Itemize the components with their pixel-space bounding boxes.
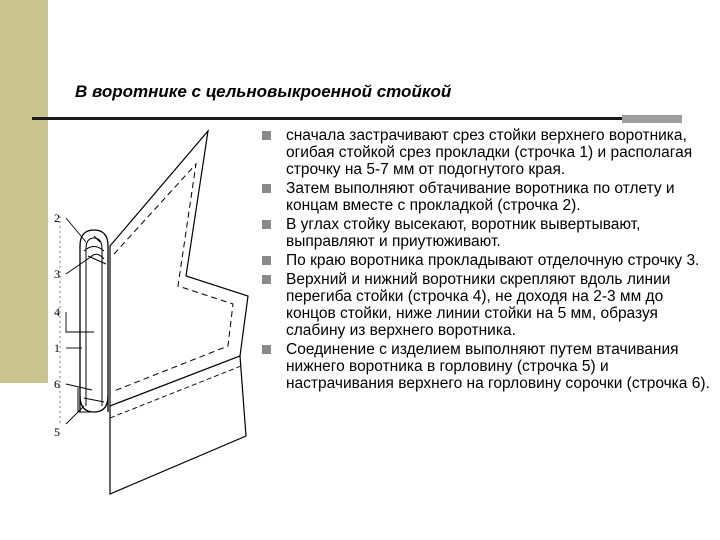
label-6: 6 bbox=[54, 377, 60, 391]
bullet-item bbox=[262, 252, 717, 269]
label-5: 5 bbox=[54, 425, 60, 439]
collar-diagram-svg bbox=[48, 126, 258, 506]
bullet-item bbox=[262, 216, 717, 250]
left-band-lower bbox=[0, 383, 48, 540]
label-2: 2 bbox=[54, 211, 60, 225]
bullet-text: Затем выполняют обтачивание воротника по отлету и концам вместе с прокладкой (строчка 2). bbox=[286, 180, 675, 214]
left-accent-band bbox=[0, 0, 48, 383]
stand-outer-fold bbox=[80, 230, 108, 412]
bullet-text: Верхний и нижний воротники скрепляют вдоль линии перегиба стойки (строчка 4), не доходя на 2-3 мм до концов стойки, ниже линии стойки на 5 мм, образуя слабину из верхнего воротника. bbox=[286, 271, 671, 339]
leader-5 bbox=[66, 406, 84, 424]
slide-title: В воротнике с цельновыкроенной стойкой bbox=[75, 82, 452, 101]
title-underline-accent bbox=[622, 115, 682, 123]
leader-2 bbox=[66, 218, 86, 242]
bullet-item bbox=[262, 271, 717, 339]
label-3: 3 bbox=[54, 267, 60, 281]
title-underline bbox=[32, 117, 622, 120]
label-4: 4 bbox=[54, 305, 60, 319]
bullet-text: сначала застрачивают срез стойки верхнего воротника, огибая стойкой срез прокладки (строчка 1) и располагая строчку на 5-7 мм от подогнутого края. bbox=[286, 127, 693, 178]
label-1: 1 bbox=[54, 341, 60, 355]
bullet-square-icon bbox=[262, 131, 271, 140]
bullet-square-icon bbox=[262, 256, 271, 265]
bullet-item bbox=[262, 341, 717, 392]
bullet-text: По краю воротника прокладывают отделочную строчку 3. bbox=[286, 252, 700, 269]
bullet-square-icon bbox=[262, 220, 271, 229]
bullet-list bbox=[262, 127, 717, 394]
bullet-square-icon bbox=[262, 275, 271, 284]
collar-diagram bbox=[48, 126, 258, 506]
bullet-square-icon bbox=[262, 184, 271, 193]
bullet-text: В углах стойку высекают, воротник вывертывают, выправляют и приутюживают. bbox=[286, 216, 641, 250]
bullet-item bbox=[262, 180, 717, 214]
bullet-text: Соединение с изделием выполняют путем втачивания нижнего воротника в горловину (строчка 5) и настрачивания верхнего на горловину сорочки (строчка 6). bbox=[286, 341, 710, 392]
bullet-item bbox=[262, 127, 717, 178]
bullet-square-icon bbox=[262, 345, 271, 354]
